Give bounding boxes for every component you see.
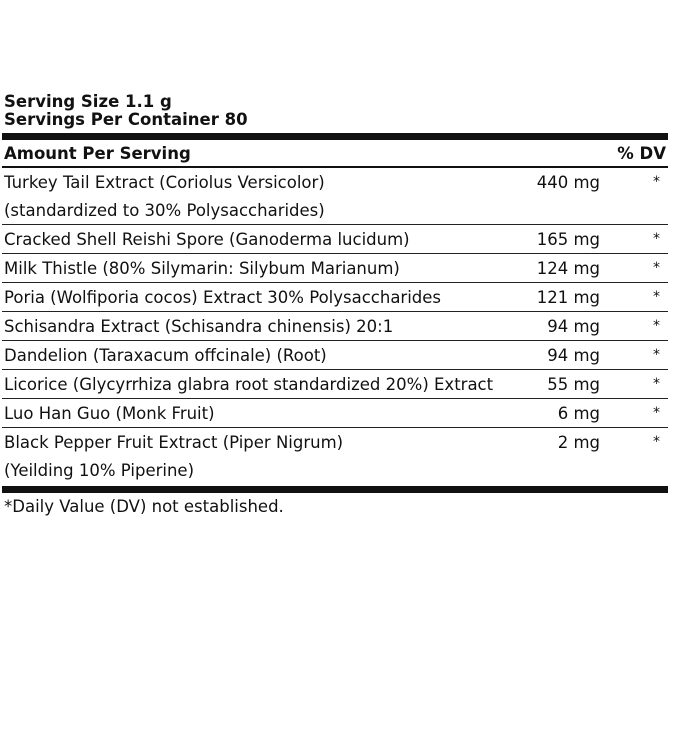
- ingredient-amount: 124 mg: [536, 258, 600, 278]
- ingredient-row: [2, 283, 668, 312]
- ingredient-name: Luo Han Guo (Monk Fruit): [4, 403, 215, 423]
- ingredient-name: Poria (Wolfiporia cocos) Extract 30% Polysaccharides: [4, 287, 442, 307]
- ingredient-dv: *: [653, 405, 660, 421]
- ingredient-name: Licorice (Glycyrrhiza glabra root standardized 20%) Extract: [4, 374, 494, 394]
- ingredient-amount: 94 mg: [547, 316, 600, 336]
- ingredient-name-continued: (standardized to 30% Polysaccharides): [4, 200, 325, 220]
- ingredient-dv: *: [653, 434, 660, 450]
- ingredient-list: [2, 168, 668, 484]
- ingredient-amount: 440 mg: [536, 172, 600, 192]
- ingredient-amount: 165 mg: [536, 229, 600, 249]
- ingredient-row: [2, 428, 668, 484]
- ingredient-row: [2, 312, 668, 341]
- amount-per-serving-header: Amount Per Serving: [4, 143, 191, 163]
- ingredient-row: [2, 341, 668, 370]
- footnote: *Daily Value (DV) not established.: [4, 497, 284, 516]
- ingredient-dv: *: [653, 231, 660, 247]
- serving-size: Serving Size 1.1 g: [4, 92, 172, 111]
- ingredient-row: [2, 399, 668, 428]
- ingredient-name: Schisandra Extract (Schisandra chinensis) 20:1: [4, 316, 394, 336]
- ingredient-dv: *: [653, 174, 660, 190]
- ingredient-amount: 94 mg: [547, 345, 600, 365]
- ingredient-row: [2, 168, 668, 225]
- dv-header: % DV: [617, 143, 666, 163]
- ingredient-amount: 121 mg: [536, 287, 600, 307]
- ingredient-name: Dandelion (Taraxacum offcinale) (Root): [4, 345, 327, 365]
- table-header: [2, 140, 668, 168]
- ingredient-dv: *: [653, 347, 660, 363]
- ingredient-dv: *: [653, 376, 660, 392]
- ingredient-name: Black Pepper Fruit Extract (Piper Nigrum): [4, 432, 344, 452]
- ingredient-row: [2, 254, 668, 283]
- ingredient-name-continued: (Yeilding 10% Piperine): [4, 460, 195, 480]
- supplement-facts-panel: [2, 93, 668, 516]
- ingredient-name: Turkey Tail Extract (Coriolus Versicolor): [4, 172, 325, 192]
- ingredient-dv: *: [653, 289, 660, 305]
- ingredient-dv: *: [653, 318, 660, 334]
- ingredient-row: [2, 370, 668, 399]
- servings-per-container: Servings Per Container 80: [4, 110, 248, 129]
- ingredient-row: [2, 225, 668, 254]
- ingredient-amount: 2 mg: [557, 432, 600, 452]
- ingredient-amount: 6 mg: [557, 403, 600, 423]
- ingredient-amount: 55 mg: [547, 374, 600, 394]
- ingredient-name: Milk Thistle (80% Silymarin: Silybum Marianum): [4, 258, 400, 278]
- bottom-thick-rule: [2, 486, 668, 493]
- ingredient-dv: *: [653, 260, 660, 276]
- ingredient-name: Cracked Shell Reishi Spore (Ganoderma lucidum): [4, 229, 410, 249]
- top-thick-rule: [2, 133, 668, 140]
